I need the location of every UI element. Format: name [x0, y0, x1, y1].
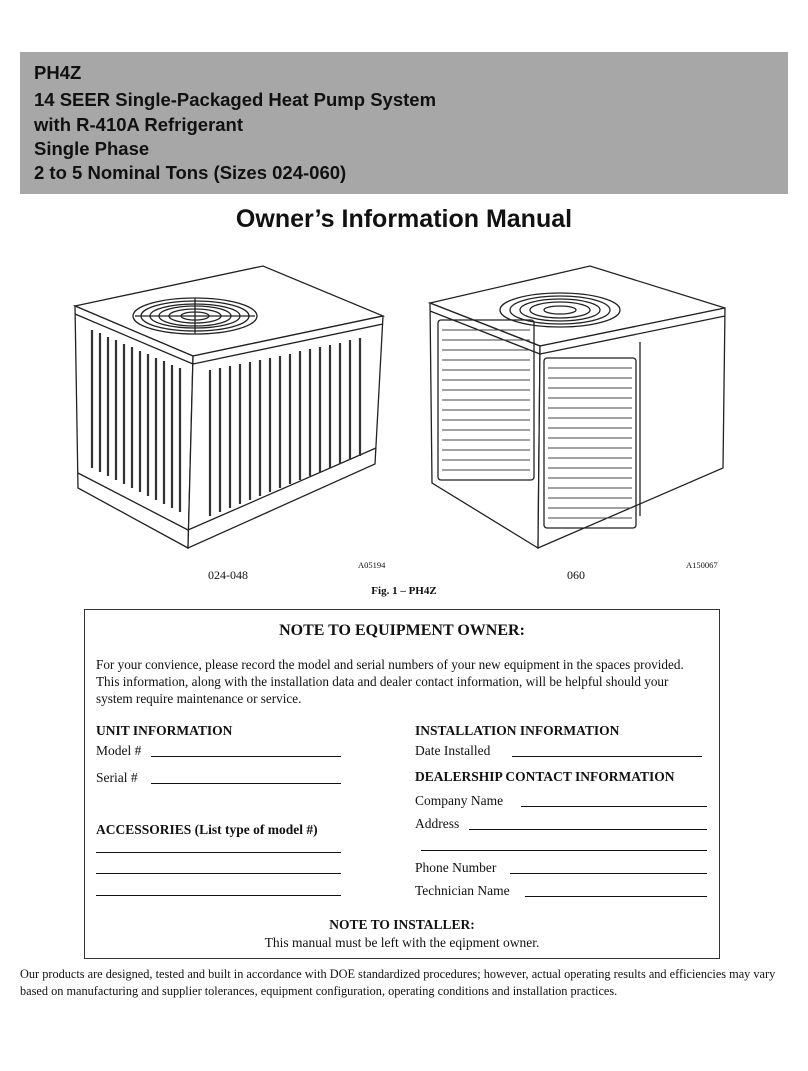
technician-name-label: Technician Name	[415, 883, 510, 898]
serial-field[interactable]	[151, 783, 341, 784]
image-code-left: A05194	[358, 560, 386, 570]
address-label: Address	[415, 816, 460, 831]
company-name-label: Company Name	[415, 793, 504, 808]
installer-note-text: This manual must be left with the eqipment owner.	[264, 935, 540, 950]
accessory-field-2[interactable]	[96, 873, 341, 874]
model-field[interactable]	[151, 756, 341, 757]
size-label-left: 024-048	[208, 568, 248, 582]
header-phase: Single Phase	[34, 138, 150, 159]
unit-illustration-024-048	[60, 258, 400, 558]
phone-number-label: Phone Number	[415, 860, 497, 875]
accessory-field-1[interactable]	[96, 852, 341, 853]
unit-information-heading: UNIT INFORMATION	[96, 723, 233, 738]
size-label-right: 060	[567, 568, 585, 582]
accessories-heading: ACCESSORIES (List type of model #)	[96, 822, 318, 837]
unit-illustration-060	[420, 258, 740, 558]
accessory-field-3[interactable]	[96, 895, 341, 896]
header-product: 14 SEER Single-Packaged Heat Pump System	[34, 89, 437, 110]
dealership-heading: DEALERSHIP CONTACT INFORMATION	[415, 769, 675, 784]
figure-caption: Fig. 1 – PH4Z	[371, 585, 437, 597]
footer-disclaimer: Our products are designed, tested and built in accordance with DOE standardized procedures; however, actual operating results and efficiencies may vary based on manufacturing and supplier tolerances, equipment configuration, operating conditions and installation practices.	[20, 967, 776, 998]
phone-number-field[interactable]	[510, 873, 707, 874]
installation-information-heading: INSTALLATION INFORMATION	[415, 723, 620, 738]
model-label: Model #	[96, 743, 142, 758]
installer-note-heading: NOTE TO INSTALLER:	[329, 917, 475, 932]
serial-label: Serial #	[96, 770, 138, 785]
image-code-right: A150067	[686, 560, 718, 570]
note-text: For your convience, please record the model and serial numbers of your new equipment in the spaces provided. This information, along with the installation data and dealer contact information, will be helpful should your system require maintenance or service.	[96, 657, 684, 706]
header-tonnage: 2 to 5 Nominal Tons (Sizes 024-060)	[34, 162, 347, 183]
owner-note-box	[84, 609, 720, 959]
page-title: Owner’s Information Manual	[235, 205, 573, 233]
address-field-2[interactable]	[421, 850, 707, 851]
technician-name-field[interactable]	[525, 896, 707, 897]
company-name-field[interactable]	[521, 806, 707, 807]
header-refrigerant: with R-410A Refrigerant	[34, 114, 244, 135]
header-model: PH4Z	[34, 62, 82, 83]
note-title: NOTE TO EQUIPMENT OWNER:	[279, 622, 525, 639]
date-installed-field[interactable]	[512, 756, 702, 757]
date-installed-label: Date Installed	[415, 743, 491, 758]
address-field-1[interactable]	[469, 829, 707, 830]
